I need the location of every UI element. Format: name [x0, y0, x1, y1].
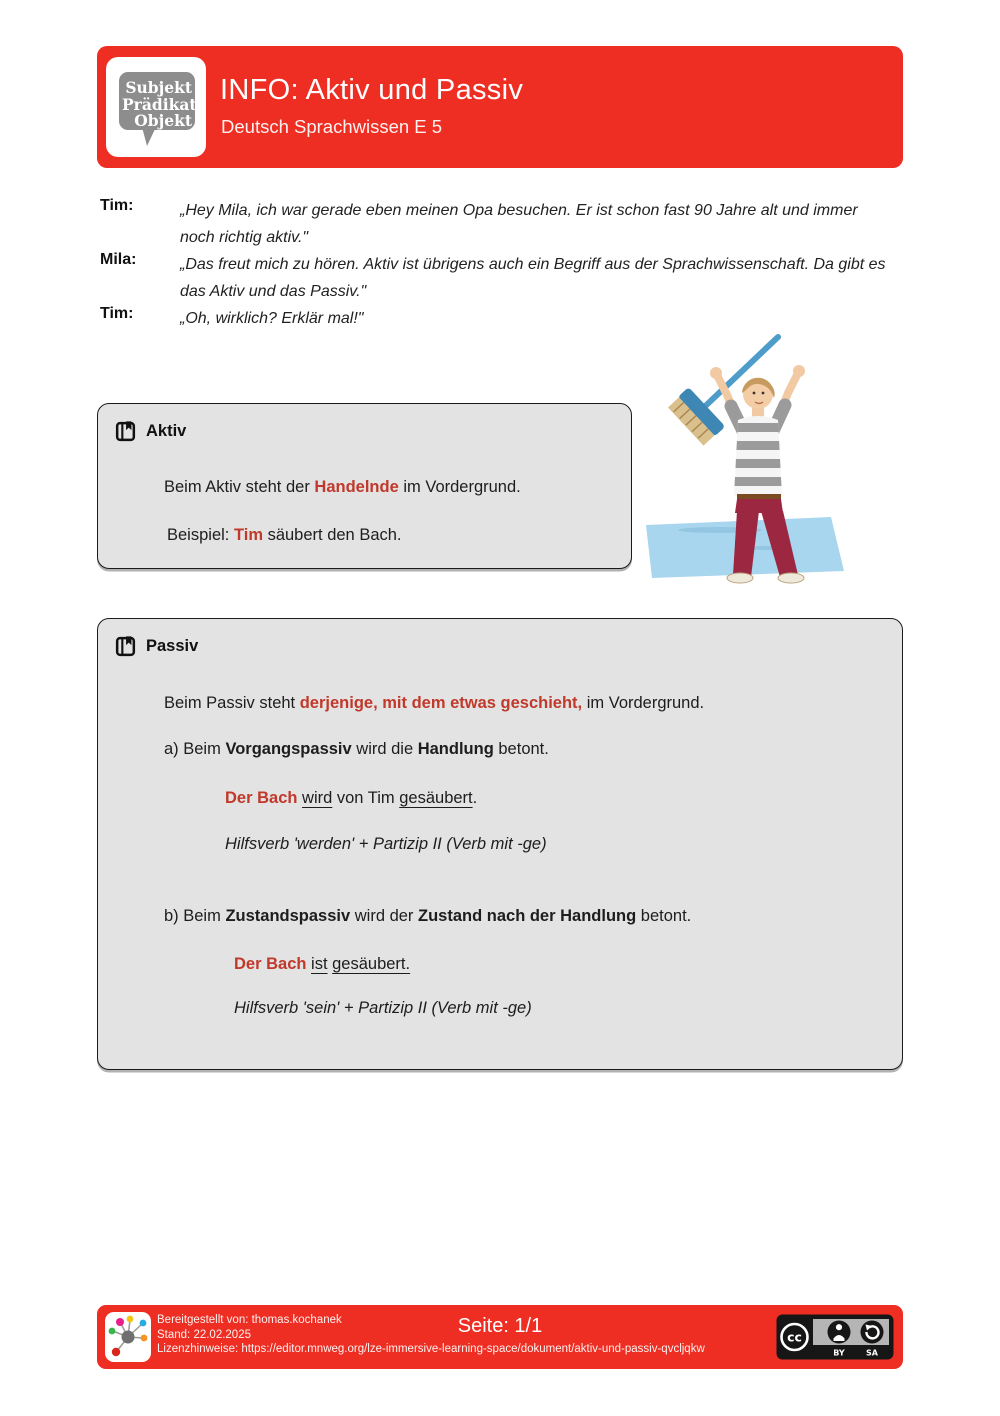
aktiv-info-box — [97, 403, 632, 569]
text-run-highlight: Der Bach — [225, 789, 303, 807]
boy-with-broom-illustration — [638, 333, 853, 585]
page-title: INFO: Aktiv und Passiv — [220, 74, 524, 106]
text-run: betont. — [493, 740, 549, 758]
zustandspassiv-note: Hilfsverb 'sein' + Partizip II (Verb mit -ge) — [234, 999, 532, 1017]
vorgangspassiv-example — [225, 789, 477, 808]
license-line: Lizenzhinweise: https://editor.mnweg.org/lze-immersive-learning-space/dokument/aktiv-und-passiv-qvcljqkw — [157, 1343, 705, 1355]
text-run: im Vordergrund. — [582, 694, 705, 712]
passiv-box-title: Passiv — [146, 637, 199, 655]
logo-line-praedikat: Prädikat — [122, 95, 197, 114]
speaker-label: Tim: — [100, 197, 134, 214]
text-run: . — [472, 789, 478, 807]
text-run-bold: Vorgangspassiv — [225, 740, 352, 758]
text-run: a) Beim — [164, 740, 226, 758]
text-run: von Tim — [332, 789, 400, 807]
dialogue-text: „Hey Mila, ich war gerade eben meinen Opa besuchen. Er ist schon fast 90 Jahre alt und immer noch richtig aktiv." — [180, 202, 858, 246]
text-run: im Vordergrund. — [398, 478, 521, 496]
logo-line-subjekt: Subjekt — [125, 78, 192, 97]
speech-bubble-logo-icon — [106, 57, 206, 157]
text-run: Beim Aktiv steht der — [164, 478, 315, 496]
cc-sa-label: SA — [866, 1348, 878, 1358]
text-run: säubert den Bach. — [263, 526, 402, 544]
provided-by-line: Bereitgestellt von: thomas.kochanek — [157, 1314, 342, 1326]
book-bookmark-icon — [114, 635, 137, 658]
text-run-highlight: derjenige, mit dem etwas geschieht, — [299, 694, 583, 712]
speaker-label: Mila: — [100, 251, 137, 268]
passiv-rule-text — [164, 694, 704, 713]
text-run-bold: Zustandspassiv — [225, 907, 351, 925]
text-run: Beim Passiv steht — [164, 694, 300, 712]
aktiv-example-text — [167, 526, 402, 545]
book-bookmark-icon — [114, 420, 137, 443]
text-run-highlight: Tim — [233, 526, 263, 544]
cc-by-label: BY — [833, 1348, 845, 1358]
vorgangspassiv-note: Hilfsverb 'werden' + Partizip II (Verb mit -ge) — [225, 835, 547, 853]
page-subtitle: Deutsch Sprachwissen E 5 — [221, 116, 443, 137]
aktiv-box-header — [114, 420, 186, 443]
text-run-highlight: Handelnde — [314, 478, 399, 496]
text-run: b) Beim — [164, 907, 226, 925]
dialogue-text: „Das freut mich zu hören. Aktiv ist übrigens auch ein Begriff aus der Sprachwissenschaft. Da gibt es das Aktiv und das Passiv." — [180, 256, 886, 300]
passiv-box-header — [114, 635, 198, 658]
aktiv-box-title: Aktiv — [146, 422, 187, 440]
cc-by-sa-badge — [776, 1314, 894, 1365]
svg-text:cc: cc — [787, 1329, 802, 1345]
aktiv-rule-text — [164, 478, 521, 497]
text-run: Beispiel: — [167, 526, 234, 544]
logo-line-objekt: Objekt — [134, 111, 192, 130]
text-run-underline: wird — [302, 789, 333, 807]
dialogue-text: „Oh, wirklich? Erklär mal!" — [180, 310, 364, 327]
text-run-underline: gesäubert — [399, 789, 473, 807]
passiv-info-box — [97, 618, 903, 1070]
header-banner — [97, 46, 903, 168]
page-number: Seite: 1/1 — [457, 1315, 543, 1337]
text-run-underline: gesäubert. — [332, 955, 411, 973]
text-run: wird der — [350, 907, 419, 925]
text-run-bold: Handlung — [417, 740, 494, 758]
text-run: wird die — [351, 740, 418, 758]
speaker-label: Tim: — [100, 305, 134, 322]
text-run-bold: Zustand nach der Handlung — [418, 907, 637, 925]
text-run-underline: ist — [311, 955, 328, 973]
zustandspassiv-text — [164, 907, 691, 926]
text-run: betont. — [636, 907, 692, 925]
text-run-highlight: Der Bach — [234, 955, 312, 973]
date-line: Stand: 22.02.2025 — [157, 1328, 251, 1341]
spo-logo — [106, 57, 206, 157]
vorgangspassiv-text — [164, 740, 549, 759]
footer-banner — [97, 1305, 903, 1369]
zustandspassiv-example — [234, 955, 410, 974]
cc-license-icon — [776, 1314, 894, 1360]
